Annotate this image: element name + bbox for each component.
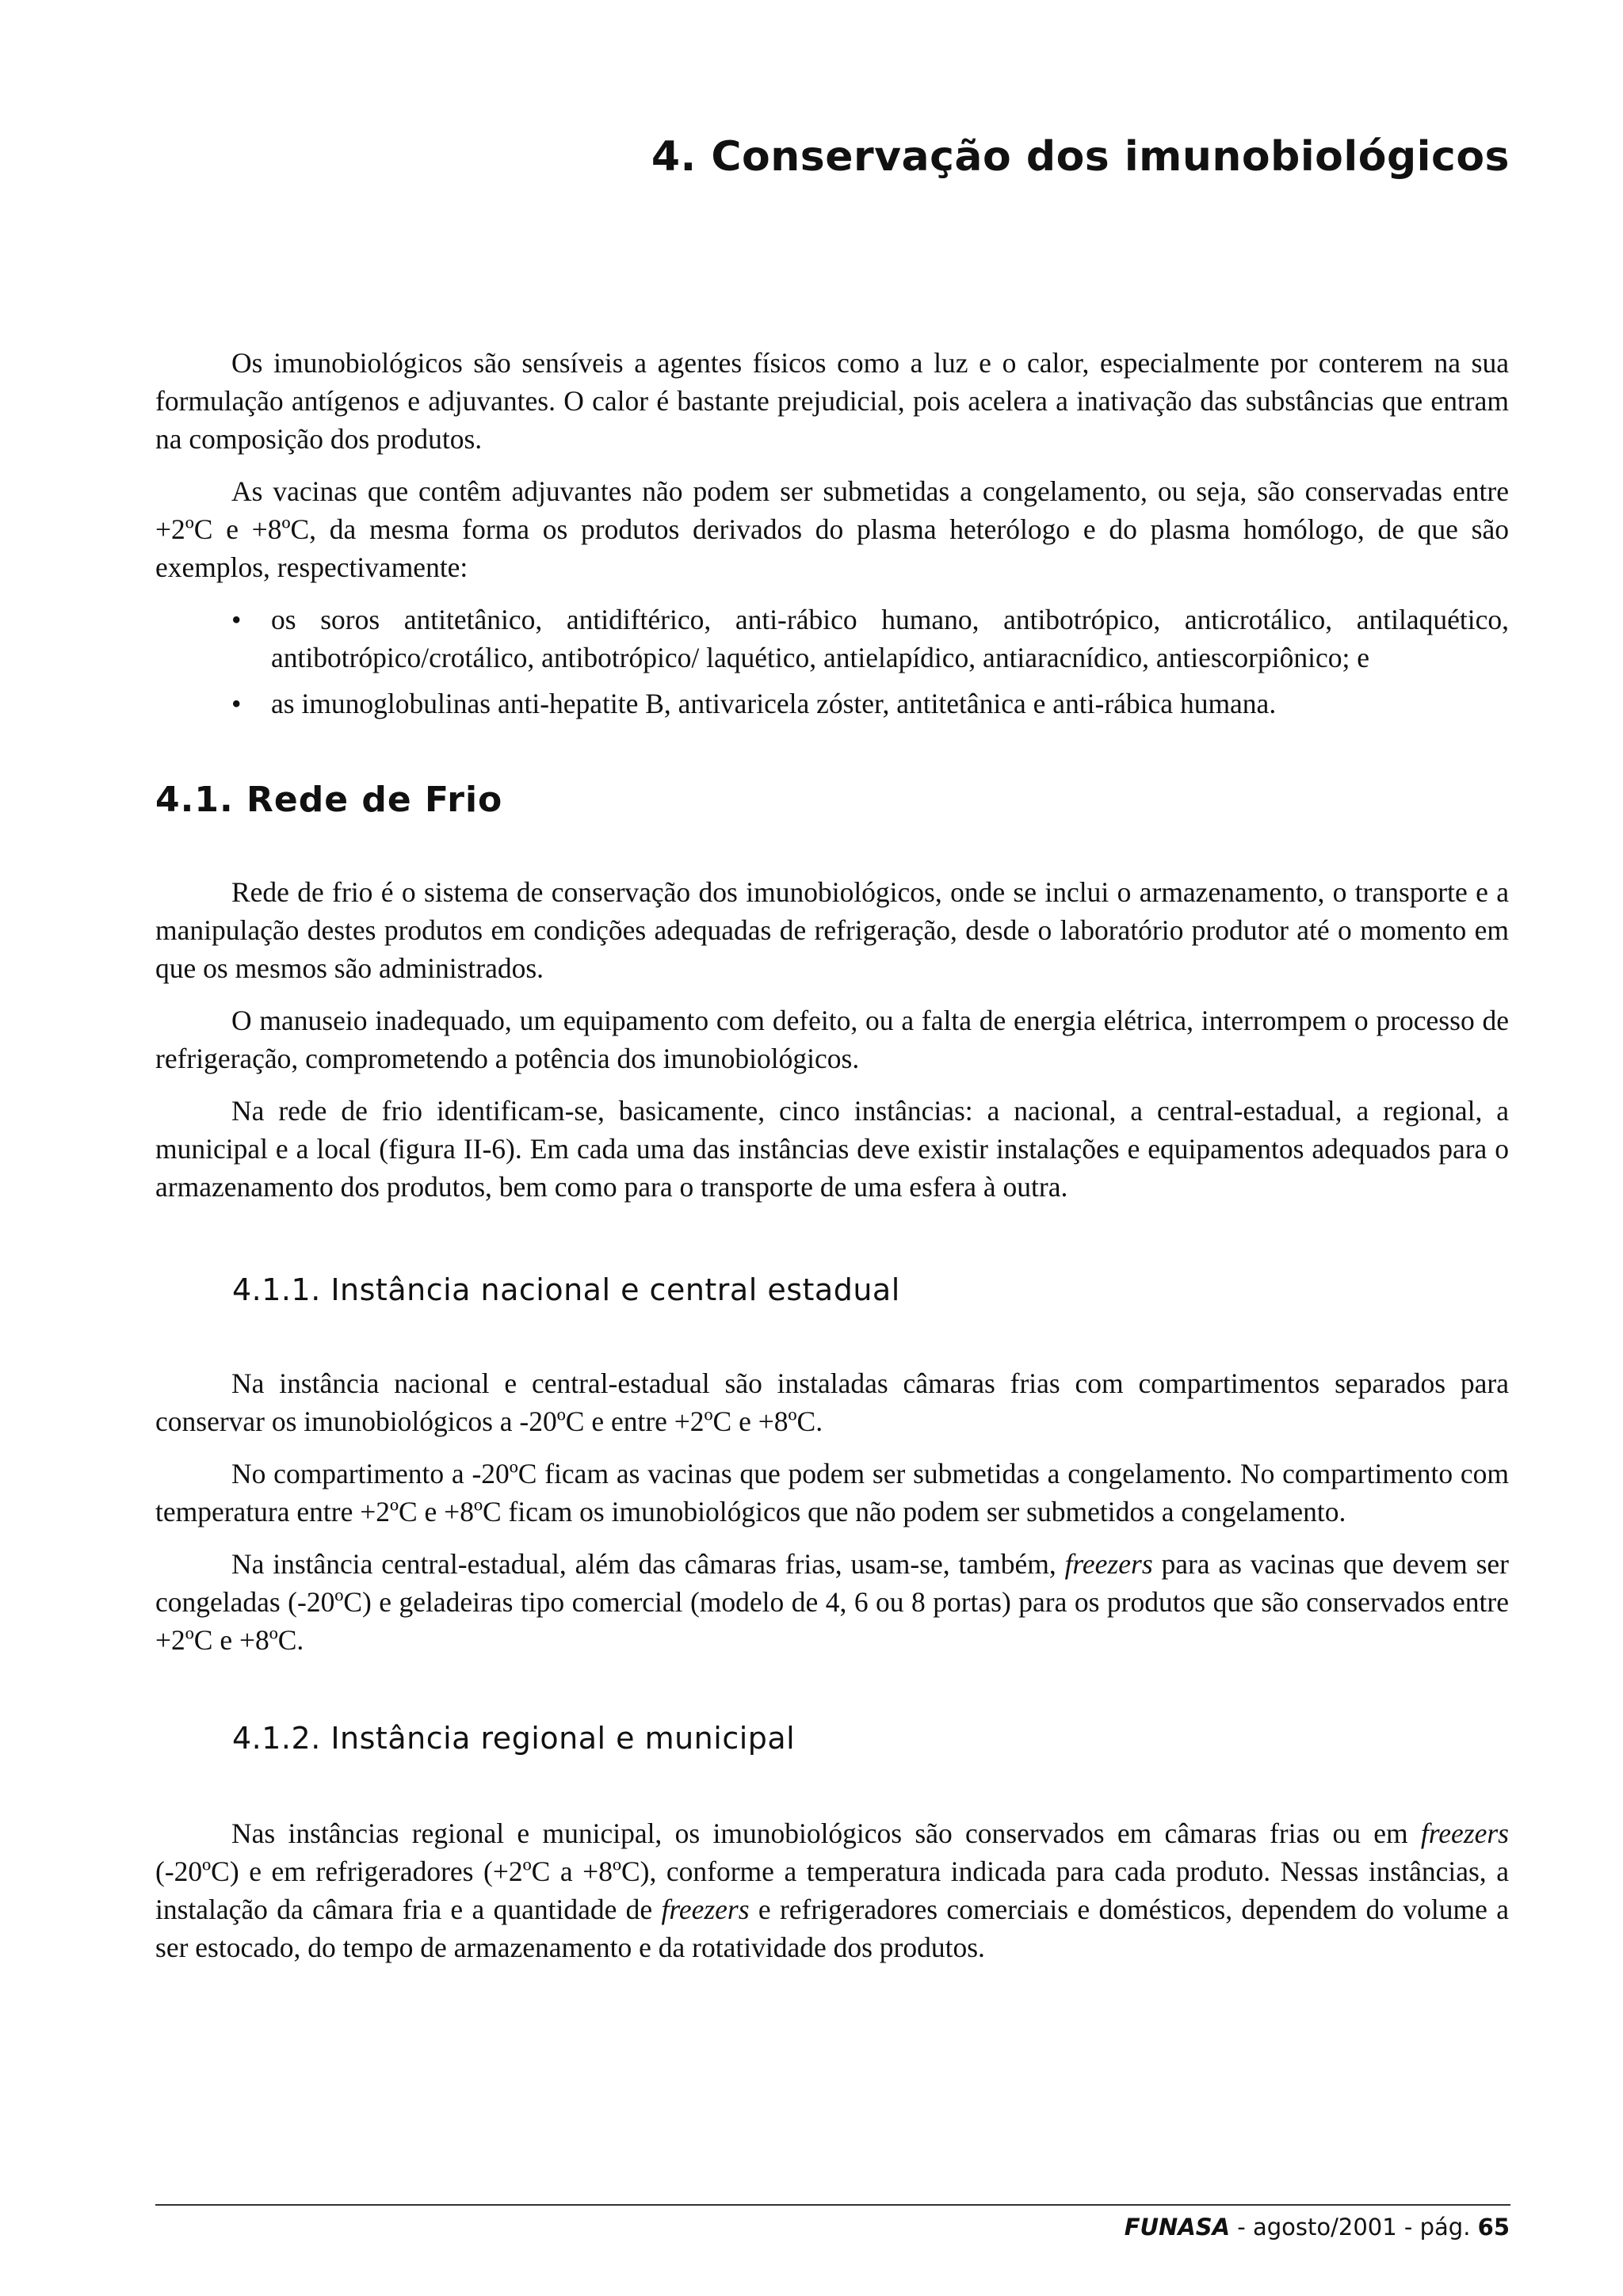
text-run: para as vacinas que devem ser congeladas (-20ºC) e geladeiras tipo comercial (modelo de 4, 6 ou 8 portas) para os produtos que são conservados entre +2ºC e +8ºC. (155, 1548, 1509, 1656)
page-number: 65 (1477, 2214, 1510, 2241)
chapter-title: 4. Conservação dos imunobiológicos (651, 133, 1510, 181)
footer-brand: FUNASA (1124, 2214, 1231, 2241)
paragraph: No compartimento a -20ºC ficam as vacinas que podem ser submetidas a congelamento. No compartimento com temperatura entre +2ºC e +8ºC ficam os imunobiológicos que não podem ser submetidos a congelamento. (155, 1458, 1509, 1527)
italic-term: freezers (1064, 1548, 1153, 1580)
footer-date: - agosto/2001 - pág. (1230, 2214, 1478, 2241)
intro-block (155, 344, 1509, 737)
paragraph: Rede de frio é o sistema de conservação dos imunobiológicos, onde se inclui o armazenamento, o transporte e a manipulação destes produtos em condições adequadas de refrigeração, desde o laboratório produtor até o momento em que os mesmos são administrados. (155, 876, 1509, 984)
intro-paragraph-1: Os imunobiológicos são sensíveis a agentes físicos como a luz e o calor, especialmente por conterem na sua formulação antígenos e adjuvantes. O calor é bastante prejudicial, pois acelera a inativação das substâncias que entram na composição dos produtos. (155, 347, 1509, 455)
text-run: Nas instâncias regional e municipal, os imunobiológicos são conservados em câmaras frias ou em (231, 1817, 1421, 1849)
paragraph (155, 1814, 1509, 1966)
section-heading-4-1: 4.1. Rede de Frio (155, 780, 503, 820)
text-run: (-20ºC) e em refrigeradores (+2ºC a +8ºC), conforme a temperatura indicada para cada produto. Nessas instâncias, a instalação da câmara fria e a quantidade de (155, 1855, 1509, 1925)
section-4-1-2-block (155, 1814, 1509, 1981)
list-item: • as imunoglobulinas anti-hepatite B, antivaricela zóster, antitetânica e anti-rábica humana. (155, 685, 1509, 723)
bullet-list (155, 601, 1509, 723)
section-4-1-1-block (155, 1364, 1509, 1673)
section-heading-4-1-2: 4.1.2. Instância regional e municipal (232, 1721, 796, 1756)
section-4-1-block (155, 873, 1509, 1220)
paragraph: Na rede de frio identificam-se, basicamente, cinco instâncias: a nacional, a central-estadual, a regional, a municipal e a local (figura II-6). Em cada uma das instâncias deve existir instalações e equipamentos adequados para o armazenamento dos produtos, bem como para o transporte de uma esfera à outra. (155, 1095, 1509, 1203)
paragraph: O manuseio inadequado, um equipamento com defeito, ou a falta de energia elétrica, interrompem o processo de refrigeração, comprometendo a potência dos imunobiológicos. (155, 1005, 1509, 1074)
italic-term: freezers (661, 1894, 750, 1925)
section-heading-4-1-1: 4.1.1. Instância nacional e central estadual (232, 1272, 900, 1307)
list-item: • os soros antitetânico, antidiftérico, anti-rábico humano, antibotrópico, anticrotálico, antilaquético, antibotrópico/crotálico, antibotrópico/ laquético, antielapídico, antiaracnídico, antiescorpiônico; e (155, 601, 1509, 677)
intro-paragraph-2: As vacinas que contêm adjuvantes não podem ser submetidas a congelamento, ou seja, são conservadas entre +2ºC e +8ºC, da mesma forma os produtos derivados do plasma heterólogo e do plasma homólogo, de que são exemplos, respectivamente: (155, 475, 1509, 583)
footer-divider (155, 2204, 1510, 2206)
paragraph (155, 1545, 1509, 1659)
page-footer (1125, 2214, 1510, 2241)
text-run: e refrigeradores comerciais e domésticos, dependem do volume a ser estocado, do tempo de armazenamento e da rotatividade dos produtos. (155, 1894, 1509, 1963)
text-run: Na instância central-estadual, além das câmaras frias, usam-se, também, (231, 1548, 1065, 1580)
paragraph: Na instância nacional e central-estadual são instaladas câmaras frias com compartimentos separados para conservar os imunobiológicos a -20ºC e entre +2ºC e +8ºC. (155, 1367, 1509, 1437)
italic-term: freezers (1420, 1817, 1509, 1849)
